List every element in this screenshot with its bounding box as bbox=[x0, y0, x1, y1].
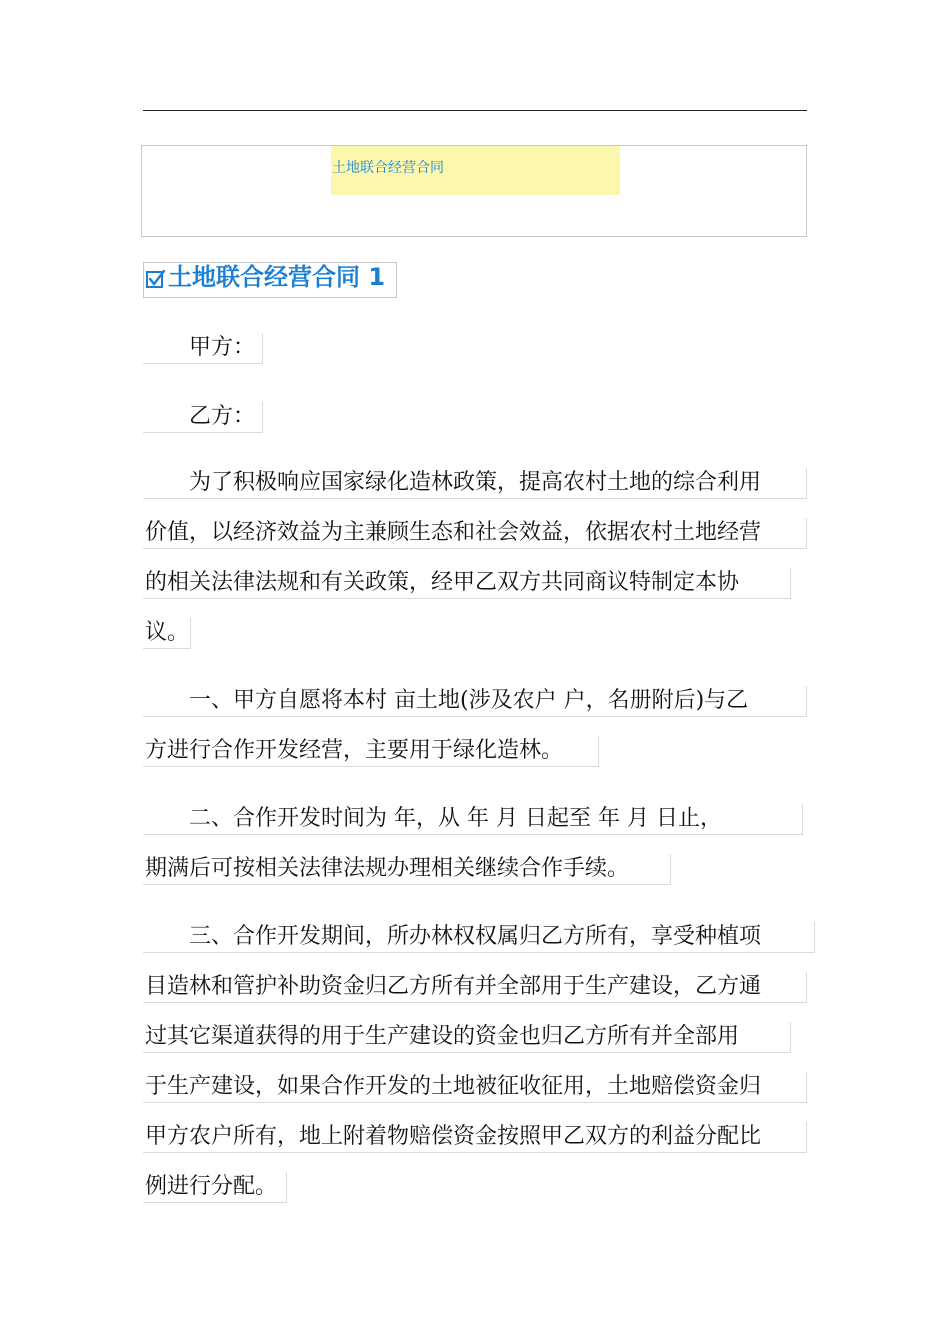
paragraph-line: 议。 bbox=[143, 618, 191, 649]
clause-two-line: 二、合作开发时间为 年，从 年 月 日起至 年 月 日止， bbox=[143, 804, 803, 835]
table-of-contents bbox=[141, 145, 807, 237]
clause-one-line: 方进行合作开发经营，主要用于绿化造林。 bbox=[143, 736, 599, 767]
clause-two-line: 期满后可按相关法律法规办理相关继续合作手续。 bbox=[143, 854, 671, 885]
toc-link[interactable]: 土地联合经营合同 bbox=[332, 160, 444, 176]
paragraph-line: 的相关法律法规和有关政策，经甲乙双方共同商议特制定本协 bbox=[143, 568, 791, 599]
clause-three-line: 三、合作开发期间，所办林权权属归乙方所有，享受种植项 bbox=[143, 922, 815, 953]
header-rule bbox=[143, 110, 807, 111]
checkbox-icon bbox=[146, 269, 166, 289]
party-b-line: 乙方： bbox=[143, 402, 263, 433]
paragraph-line: 价值，以经济效益为主兼顾生态和社会效益，依据农村土地经营 bbox=[143, 518, 807, 549]
section-title: 土地联合经营合同 1 bbox=[168, 263, 386, 291]
paragraph-line: 为了积极响应国家绿化造林政策，提高农村土地的综合利用 bbox=[143, 468, 807, 499]
section-heading bbox=[143, 262, 397, 298]
clause-three-line: 甲方农户所有，地上附着物赔偿资金按照甲乙双方的利益分配比 bbox=[143, 1122, 807, 1153]
clause-three-line: 目造林和管护补助资金归乙方所有并全部用于生产建设，乙方通 bbox=[143, 972, 807, 1003]
clause-three-line: 于生产建设，如果合作开发的土地被征收征用，土地赔偿资金归 bbox=[143, 1072, 807, 1103]
clause-one-line: 一、甲方自愿将本村 亩土地(涉及农户 户，名册附后)与乙 bbox=[143, 686, 807, 717]
clause-three-line: 过其它渠道获得的用于生产建设的资金也归乙方所有并全部用 bbox=[143, 1022, 791, 1053]
party-a-line: 甲方： bbox=[143, 333, 263, 364]
clause-three-line: 例进行分配。 bbox=[143, 1172, 287, 1203]
